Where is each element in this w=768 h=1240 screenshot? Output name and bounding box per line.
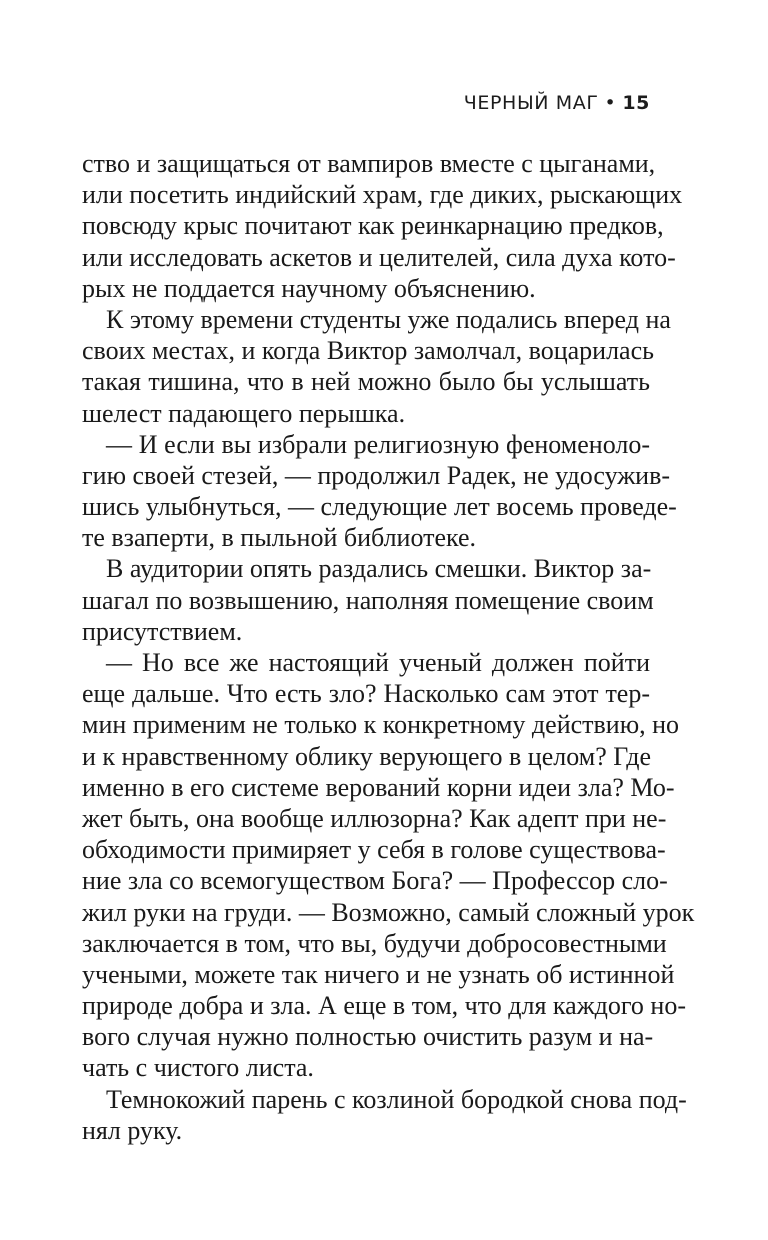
header-separator: •	[604, 92, 617, 114]
text-line: К этому времени студенты уже подались вперед на	[106, 304, 671, 334]
text-line: заключается в том, что вы, будучи добросовестными	[82, 928, 667, 958]
text-line: нял руку.	[82, 1115, 183, 1145]
text-line: или исследовать аскетов и целителей, сила духа кото-	[82, 242, 676, 272]
text-line: шись улыбнуться, — следующие лет восемь проведе-	[82, 492, 677, 522]
text-line: — Но все же настоящий ученый должен пойти	[106, 648, 650, 677]
text-line: Темнокожий парень с козлиной бородкой снова под-	[106, 1084, 687, 1114]
paragraph	[82, 148, 683, 304]
body-text	[82, 148, 695, 1146]
paragraph	[82, 1084, 687, 1146]
text-line: ство и защищаться от вампиров вместе с цыганами,	[82, 149, 656, 178]
text-line: жил руки на груди. — Возможно, самый сложный урок	[82, 897, 695, 927]
running-header	[464, 92, 650, 114]
text-line: природе добра и зла. А еще в том, что для каждого но-	[82, 991, 686, 1021]
text-line: вого случая нужно полностью очистить разум и на-	[82, 1022, 654, 1052]
text-line: еще дальше. Что есть зло? Насколько сам этот тер-	[82, 679, 650, 709]
text-line: шелест падающего перышка.	[82, 398, 406, 428]
text-line: чать с чистого листа.	[82, 1053, 314, 1083]
page-number: 15	[622, 92, 650, 114]
text-line: именно в его системе верований корни идеи зла? Мо-	[82, 772, 675, 802]
text-line: обходимости примиряет у себя в голове существова-	[82, 835, 666, 865]
text-line: повсюду крыс почитают как реинкарнацию предков,	[82, 211, 664, 241]
text-line: жет быть, она вообще иллюзорна? Как адепт при не-	[82, 803, 667, 833]
paragraph	[82, 304, 671, 429]
text-line: ние зла со всемогуществом Бога? — Профессор сло-	[82, 866, 668, 896]
book-title: ЧЕРНЫЙ МАГ	[463, 92, 599, 114]
paragraph	[82, 429, 677, 554]
text-line: те взаперти, в пыльной библиотеке.	[82, 523, 477, 553]
text-line: рых не поддается научному объяснению.	[82, 273, 536, 303]
text-line: шагал по возвышению, наполняя помещение своим	[82, 585, 654, 615]
paragraph	[82, 553, 654, 647]
text-line: учеными, можете так ничего и не узнать об истинной	[82, 959, 675, 989]
text-line: гию своей стезей, — продолжил Радек, не удосужив-	[82, 460, 671, 490]
paragraph	[82, 647, 695, 1084]
text-line: — И если вы избрали религиозную феноменоло-	[106, 429, 650, 459]
text-line: такая тишина, что в ней можно было бы услышать	[82, 367, 650, 397]
text-line: и к нравственному облику верующего в целом? Где	[82, 741, 652, 771]
text-line: мин применим не только к конкретному действию, но	[82, 710, 680, 740]
text-line: или посетить индийский храм, где диких, рыскающих	[82, 180, 683, 210]
text-line: присутствием.	[82, 616, 243, 646]
text-line: В аудитории опять раздались смешки. Виктор за-	[106, 554, 652, 584]
text-line: своих местах, и когда Виктор замолчал, воцарилась	[82, 336, 654, 366]
